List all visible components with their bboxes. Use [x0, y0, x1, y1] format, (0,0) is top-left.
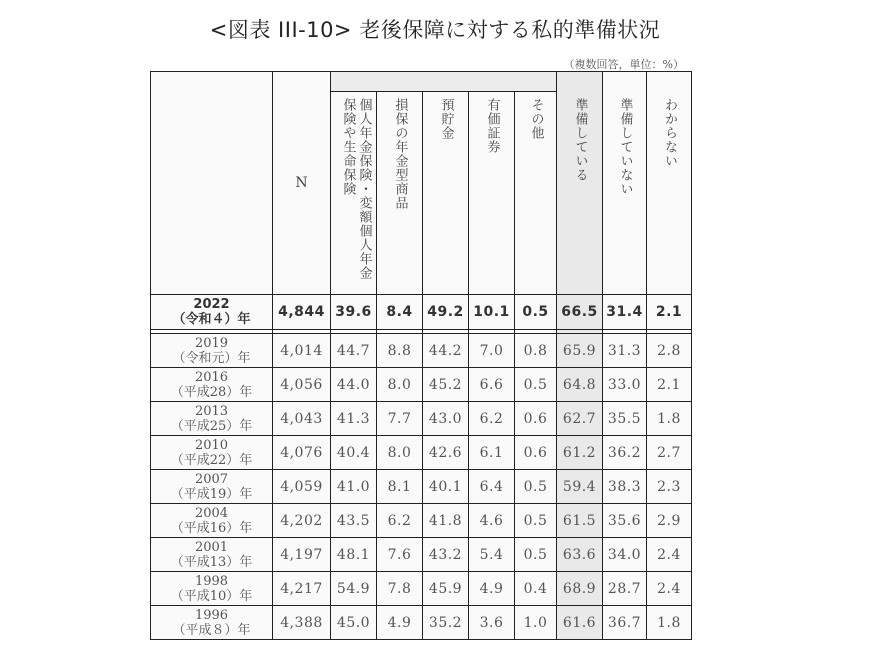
table-row [151, 470, 692, 504]
table-row [151, 402, 692, 436]
value-cell: 48.1 [331, 538, 377, 572]
year-cell: 2004 （平成16）年 [151, 504, 273, 538]
table-row [151, 606, 692, 640]
page-title: <図表 III-10> 老後保障に対する私的準備状況 [209, 18, 661, 42]
value-cell: 43.0 [423, 402, 469, 436]
value-cell: 40.1 [423, 470, 469, 504]
value-cell: 42.6 [423, 436, 469, 470]
value-cell: 4.6 [469, 504, 515, 538]
value-cell: 4,056 [273, 368, 331, 402]
value-cell: 4.9 [377, 606, 423, 640]
year-cell: 1998 （平成10）年 [151, 572, 273, 606]
year-cell: 2019 （令和元）年 [151, 334, 273, 368]
value-cell: 4,388 [273, 606, 331, 640]
value-cell: 8.1 [377, 470, 423, 504]
value-cell: 0.4 [515, 572, 557, 606]
value-cell: 6.1 [469, 436, 515, 470]
value-cell: 8.4 [377, 295, 423, 330]
value-cell: 35.6 [603, 504, 647, 538]
value-cell: 6.6 [469, 368, 515, 402]
value-cell: 45.2 [423, 368, 469, 402]
value-cell: 1.8 [647, 402, 692, 436]
col-header-nonlife-annuity: 損保の年金型商品 [377, 92, 423, 295]
year-cell: 2001 （平成13）年 [151, 538, 273, 572]
year-cell: 1996 （平成８）年 [151, 606, 273, 640]
value-cell: 54.9 [331, 572, 377, 606]
value-cell: 3.6 [469, 606, 515, 640]
value-cell: 7.6 [377, 538, 423, 572]
value-cell: 8.0 [377, 368, 423, 402]
value-cell: 31.3 [603, 334, 647, 368]
unit-note: （複数回答，単位：%） [563, 58, 684, 71]
value-cell: 2.4 [647, 538, 692, 572]
value-cell: 41.0 [331, 470, 377, 504]
value-cell: 2.8 [647, 334, 692, 368]
table-row [151, 295, 692, 330]
value-cell: 43.2 [423, 538, 469, 572]
value-cell: 45.0 [331, 606, 377, 640]
value-cell: 7.0 [469, 334, 515, 368]
year-cell: 2016 （平成28）年 [151, 368, 273, 402]
value-cell: 0.5 [515, 538, 557, 572]
value-cell: 4,014 [273, 334, 331, 368]
value-cell: 61.6 [557, 606, 603, 640]
value-cell: 6.2 [377, 504, 423, 538]
year-cell: 2007 （平成19）年 [151, 470, 273, 504]
value-cell: 4.9 [469, 572, 515, 606]
value-cell: 2.9 [647, 504, 692, 538]
value-cell: 44.2 [423, 334, 469, 368]
table-row [151, 436, 692, 470]
value-cell: 39.6 [331, 295, 377, 330]
value-cell: 0.5 [515, 368, 557, 402]
value-cell: 61.2 [557, 436, 603, 470]
table-row [151, 572, 692, 606]
value-cell: 59.4 [557, 470, 603, 504]
col-header-securities: 有価証券 [469, 92, 515, 295]
value-cell: 1.0 [515, 606, 557, 640]
value-cell: 8.0 [377, 436, 423, 470]
value-cell: 49.2 [423, 295, 469, 330]
col-header-prepared: 準備している [557, 72, 603, 295]
value-cell: 68.9 [557, 572, 603, 606]
value-cell: 31.4 [603, 295, 647, 330]
table-row [151, 368, 692, 402]
value-cell: 33.0 [603, 368, 647, 402]
value-cell: 10.1 [469, 295, 515, 330]
value-cell: 34.0 [603, 538, 647, 572]
col-header-other: その他 [515, 92, 557, 295]
value-cell: 4,076 [273, 436, 331, 470]
value-cell: 35.2 [423, 606, 469, 640]
value-cell: 41.8 [423, 504, 469, 538]
year-cell: 2013 （平成25）年 [151, 402, 273, 436]
value-cell: 61.5 [557, 504, 603, 538]
table-row [151, 504, 692, 538]
value-cell: 62.7 [557, 402, 603, 436]
col-header-individual-annuity: 個人年金保険・変額個人年金保険や生命保険 [331, 92, 377, 295]
value-cell: 36.7 [603, 606, 647, 640]
value-cell: 2.4 [647, 572, 692, 606]
col-header-savings: 預貯金 [423, 92, 469, 295]
value-cell: 1.8 [647, 606, 692, 640]
value-cell: 38.3 [603, 470, 647, 504]
col-header-not-prepared: 準備していない [603, 72, 647, 295]
value-cell: 36.2 [603, 436, 647, 470]
value-cell: 41.3 [331, 402, 377, 436]
value-cell: 0.6 [515, 402, 557, 436]
value-cell: 4,844 [273, 295, 331, 330]
value-cell: 40.4 [331, 436, 377, 470]
value-cell: 0.6 [515, 436, 557, 470]
value-cell: 28.7 [603, 572, 647, 606]
value-cell: 2.7 [647, 436, 692, 470]
value-cell: 4,202 [273, 504, 331, 538]
value-cell: 7.8 [377, 572, 423, 606]
value-cell: 0.5 [515, 470, 557, 504]
value-cell: 4,059 [273, 470, 331, 504]
col-header-unknown: わからない [647, 72, 692, 295]
value-cell: 63.6 [557, 538, 603, 572]
value-cell: 8.8 [377, 334, 423, 368]
value-cell: 2.1 [647, 368, 692, 402]
value-cell: 6.2 [469, 402, 515, 436]
value-cell: 0.5 [515, 295, 557, 330]
value-cell: 44.7 [331, 334, 377, 368]
n-header: N [273, 72, 331, 295]
table-row [151, 334, 692, 368]
year-cell: 2022 （令和４）年 [151, 295, 273, 330]
year-cell: 2010 （平成22）年 [151, 436, 273, 470]
value-cell: 2.1 [647, 295, 692, 330]
value-cell: 45.9 [423, 572, 469, 606]
value-cell: 0.8 [515, 334, 557, 368]
value-cell: 65.9 [557, 334, 603, 368]
method-group-header [331, 72, 557, 92]
value-cell: 0.5 [515, 504, 557, 538]
value-cell: 35.5 [603, 402, 647, 436]
value-cell: 64.8 [557, 368, 603, 402]
year-header [151, 72, 273, 295]
value-cell: 44.0 [331, 368, 377, 402]
value-cell: 2.3 [647, 470, 692, 504]
value-cell: 4,217 [273, 572, 331, 606]
table-row [151, 538, 692, 572]
value-cell: 43.5 [331, 504, 377, 538]
value-cell: 66.5 [557, 295, 603, 330]
value-cell: 7.7 [377, 402, 423, 436]
private-preparation-table [150, 71, 692, 640]
value-cell: 4,197 [273, 538, 331, 572]
value-cell: 6.4 [469, 470, 515, 504]
value-cell: 4,043 [273, 402, 331, 436]
value-cell: 5.4 [469, 538, 515, 572]
